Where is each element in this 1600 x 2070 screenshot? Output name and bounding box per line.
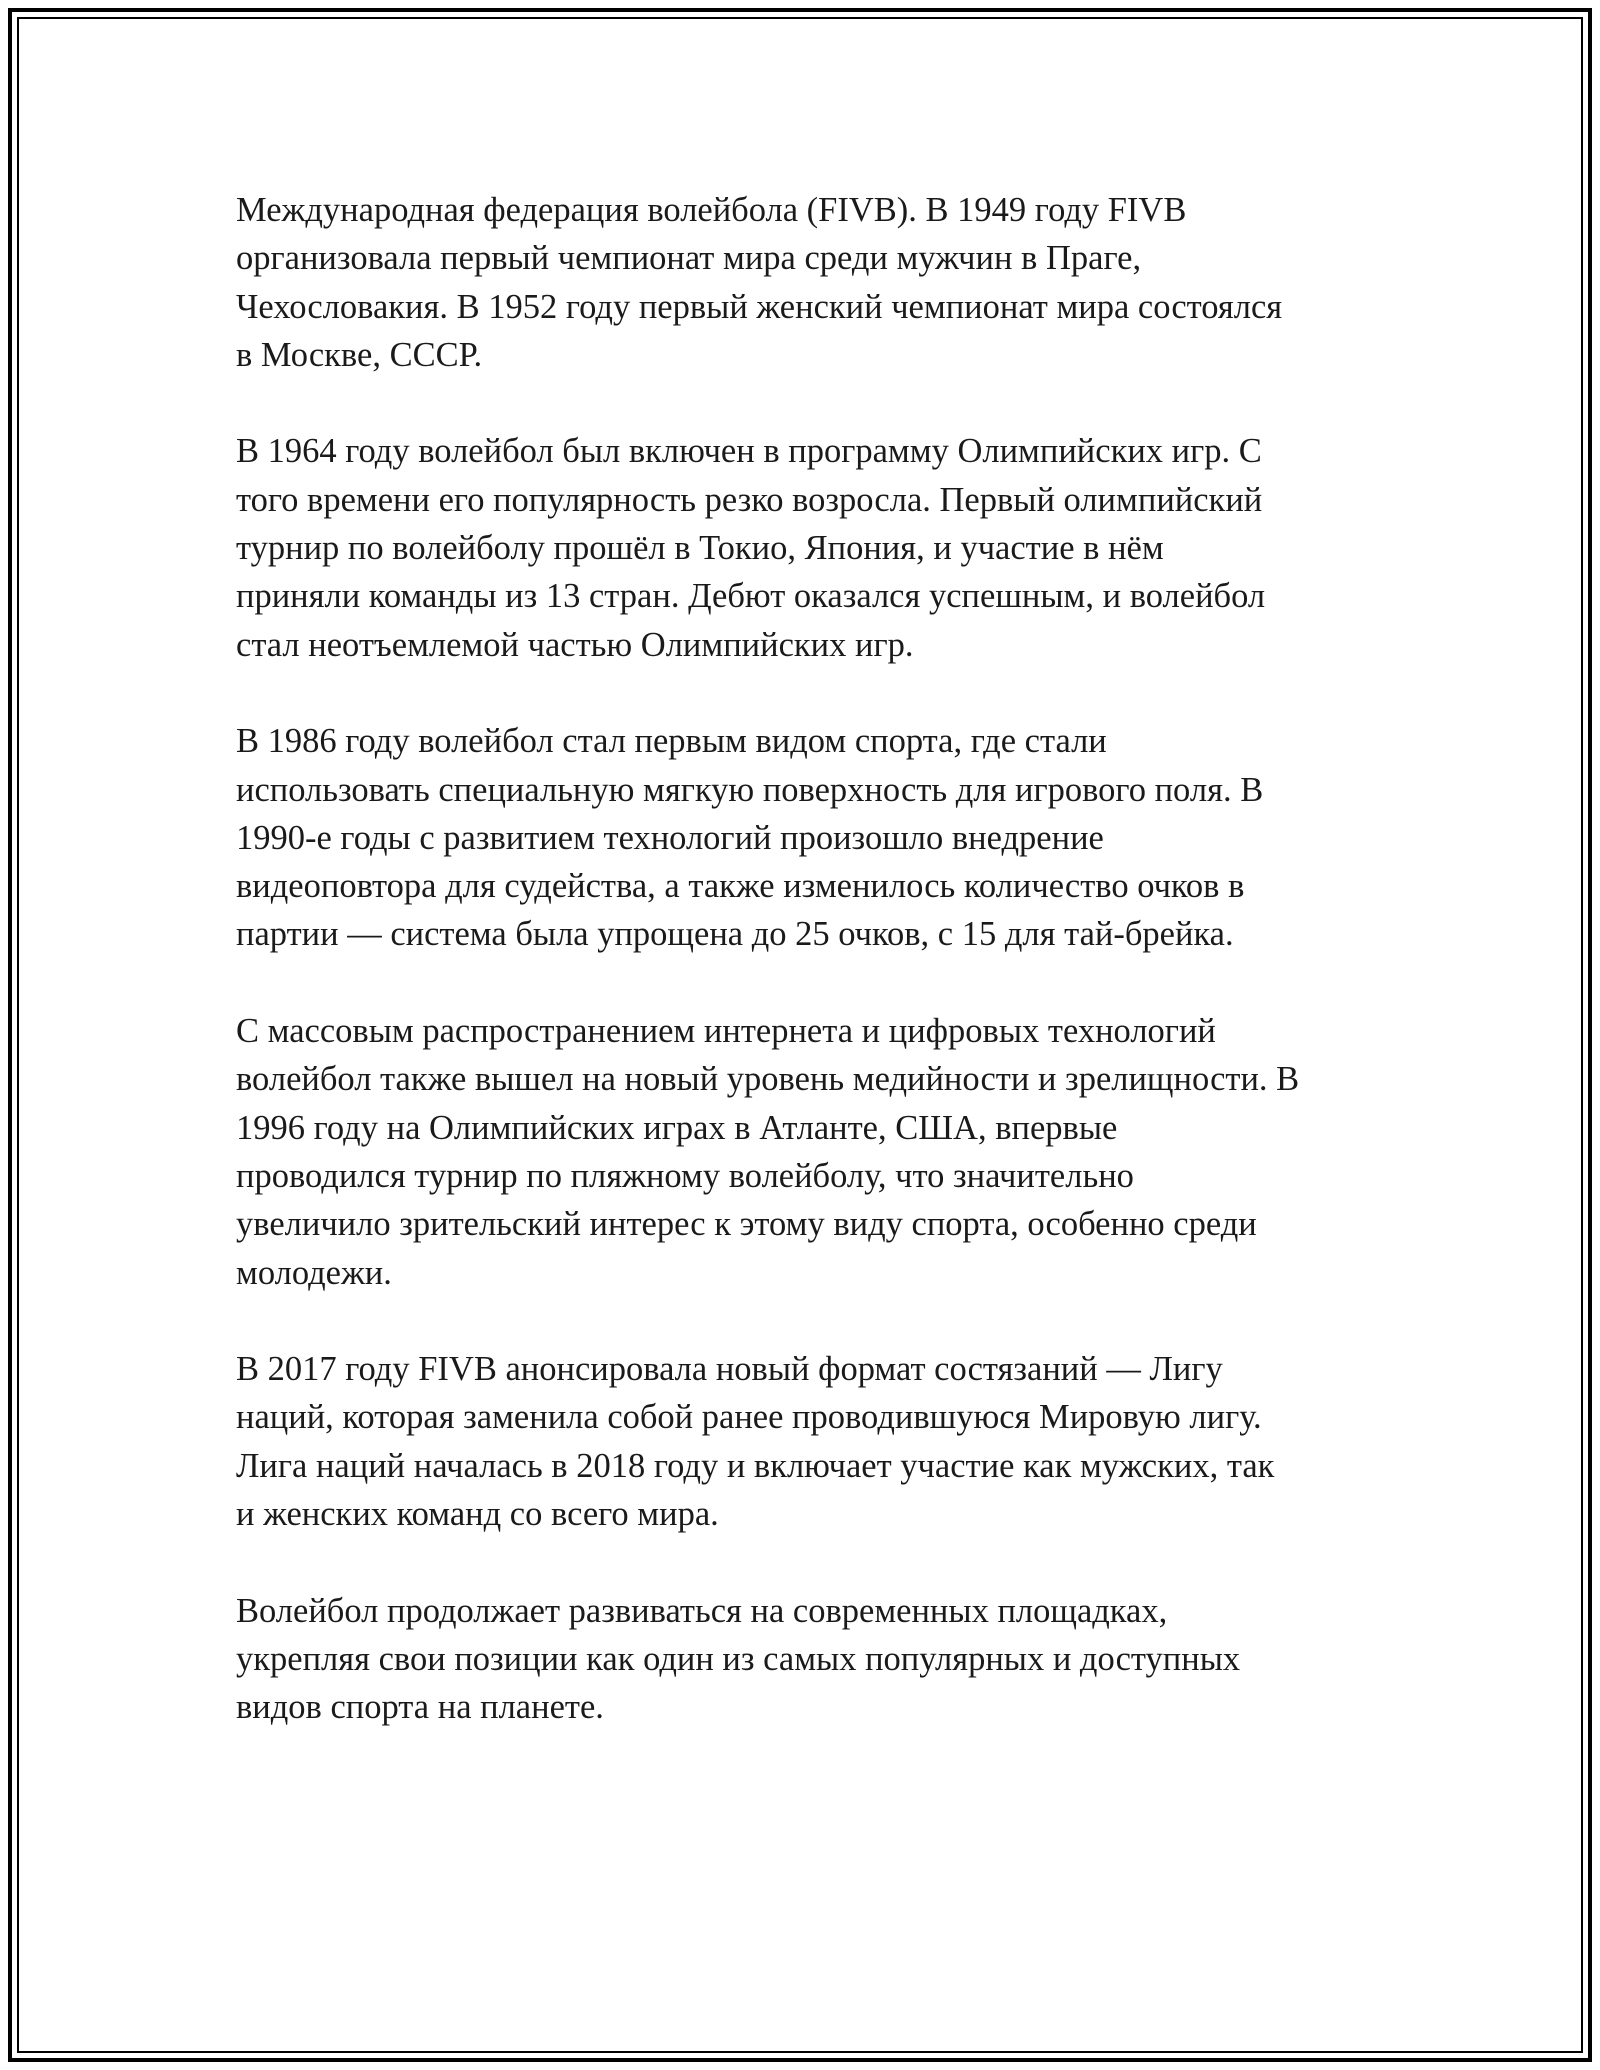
- text-line: увеличило зрительский интерес к этому виду спорта, особенно среди: [236, 1205, 1257, 1244]
- text-line: в Москве, СССР.: [236, 335, 483, 374]
- text-line: В 1964 году волейбол был включен в программу Олимпийских игр. С: [236, 432, 1262, 471]
- text-line: приняли команды из 13 стран. Дебют оказался успешным, и волейбол: [236, 577, 1266, 616]
- paragraph-fivb-championships: [236, 186, 1386, 379]
- text-line: укрепляя свои позиции как один из самых популярных и доступных: [236, 1639, 1241, 1678]
- text-line: использовать специальную мягкую поверхность для игрового поля. В: [236, 770, 1264, 809]
- paragraph-conclusion: [236, 1587, 1386, 1732]
- document-body: [236, 186, 1386, 1780]
- text-line: партии — система была упрощена до 25 очков, с 15 для тай-брейка.: [236, 915, 1234, 954]
- text-line: С массовым распространением интернета и цифровых технологий: [236, 1012, 1216, 1051]
- text-line: стал неотъемлемой частью Олимпийских игр.: [236, 625, 914, 664]
- paragraph-nations-league: [236, 1345, 1386, 1538]
- text-line: 1990-е годы с развитием технологий произошло внедрение: [236, 818, 1104, 857]
- text-line: проводился турнир по пляжному волейболу, что значительно: [236, 1156, 1134, 1195]
- text-line: В 2017 году FIVB анонсировала новый формат состязаний — Лигу: [236, 1350, 1223, 1389]
- paragraph-media-and-beach: [236, 1007, 1386, 1297]
- text-line: Международная федерация волейбола (FIVB). В 1949 году FIVB: [236, 191, 1187, 229]
- text-line: наций, которая заменила собой ранее проводившуюся Мировую лигу.: [236, 1398, 1262, 1437]
- text-line: того времени его популярность резко возросла. Первый олимпийский: [236, 480, 1263, 519]
- text-line: Чехословакия. В 1952 году первый женский чемпионат мира состоялся: [236, 287, 1283, 326]
- text-line: видеоповтора для судейства, а также изменилось количество очков в: [236, 867, 1245, 906]
- text-line: молодежи.: [236, 1253, 392, 1292]
- paragraph-surface-and-scoring: [236, 717, 1386, 958]
- text-line: видов спорта на планете.: [236, 1688, 604, 1727]
- text-line: В 1986 году волейбол стал первым видом спорта, где стали: [236, 722, 1107, 761]
- text-line: турнир по волейболу прошёл в Токио, Япония, и участие в нём: [236, 529, 1164, 568]
- paragraph-olympics-1964: [236, 427, 1386, 668]
- text-line: волейбол также вышел на новый уровень медийности и зрелищности. В: [236, 1060, 1300, 1099]
- text-line: Лига наций началась в 2018 году и включает участие как мужских, так: [236, 1446, 1275, 1485]
- text-line: Волейбол продолжает развиваться на современных площадках,: [236, 1591, 1168, 1630]
- text-line: 1996 году на Олимпийских играх в Атланте, США, впервые: [236, 1108, 1118, 1147]
- text-line: организовала первый чемпионат мира среди мужчин в Праге,: [236, 239, 1142, 278]
- text-line: и женских команд со всего мира.: [236, 1495, 719, 1534]
